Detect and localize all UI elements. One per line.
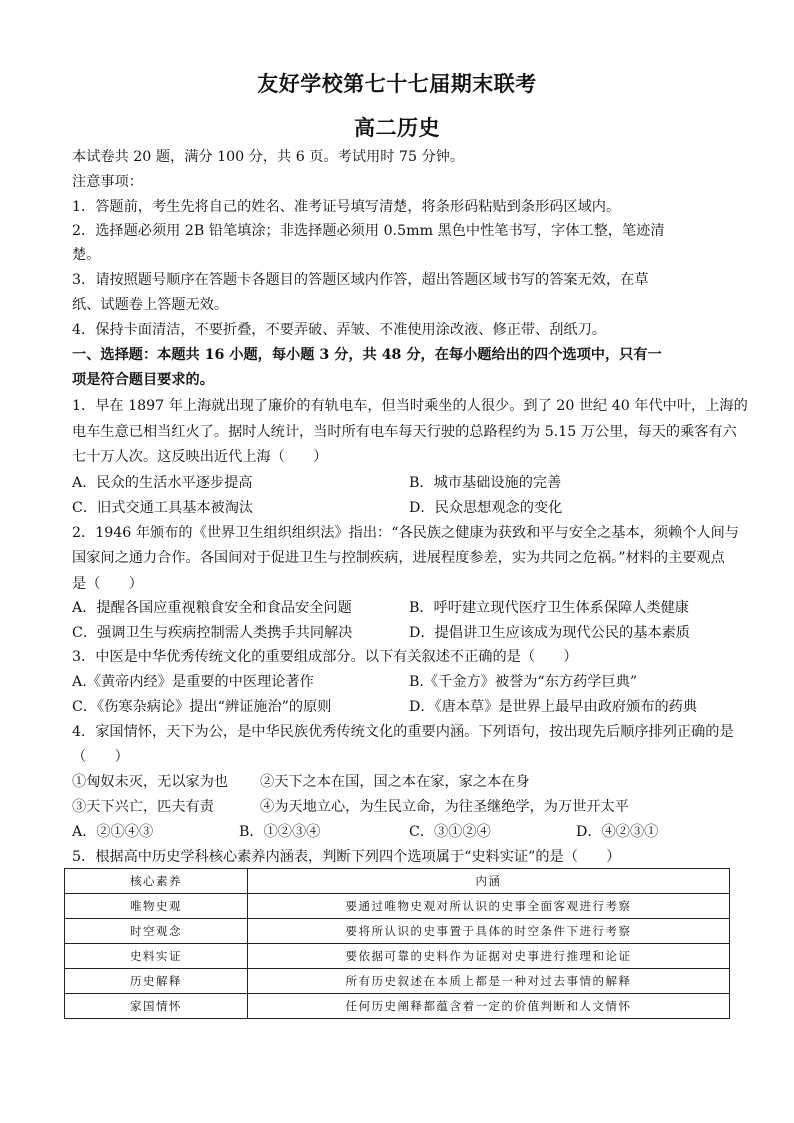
- question-1-stem: 电车生意已相当红火了。据时人统计，当时所有电车每天行驶的总路程约为 5.15 万公里，每天的乘客有六: [72, 424, 737, 440]
- table-cell: 要将所认识的史事置于具体的时空条件下进行考察: [248, 919, 730, 944]
- question-1-option-a: A．民众的生活水平逐步提高: [72, 475, 253, 491]
- section-heading: 一、选择题：本题共 16 小题，每小题 3 分，共 48 分，在每小题给出的四个选项中，只有一: [72, 347, 662, 363]
- question-2-option-c: C．强调卫生与疾病控制需人类携手共同解决: [72, 625, 353, 641]
- table-cell: 史料实证: [65, 944, 248, 969]
- question-2-stem: 国家间之通力合作。各国间对于促进卫生与控制疾病，进展程度参差，实为共同之危祸。”材料的主要观点: [72, 550, 725, 566]
- question-3-option-c: C．《伤寒杂病论》提出“辨证施治”的原则: [72, 699, 332, 715]
- question-2-option-d: D．提倡讲卫生应该成为现代公民的基本素质: [409, 625, 690, 641]
- notice-item: 纸、试题卷上答题无效。: [72, 297, 229, 313]
- question-4-stem: （ ）: [72, 749, 129, 765]
- notice-item: 4．保持卡面清洁，不要折叠，不要弄破、弄皱、不准使用涂改液、修正带、刮纸刀。: [72, 322, 606, 338]
- question-4-quote: ④为天地立心，为生民立命，为往圣继绝学，为万世开太平: [260, 799, 629, 815]
- table-cell: 所有历史叙述在本质上都是一种对过去事情的解释: [248, 969, 730, 994]
- question-2-option-a: A．提醒各国应重视粮食安全和食品安全问题: [72, 600, 352, 616]
- notice-item: 楚。: [72, 247, 101, 263]
- question-1-option-b: B．城市基础设施的完善: [409, 475, 562, 491]
- table-cell: 历史解释: [65, 969, 248, 994]
- question-5-stem: 5．根据高中历史学科核心素养内涵表，判断下列四个选项属于“史料实证”的是（ ）: [72, 849, 621, 865]
- notice-item: 3．请按照题号顺序在答题卡各题目的答题区域内作答，超出答题区域书写的答案无效，在草: [72, 272, 649, 288]
- question-4-option-a: A．②①④③: [72, 824, 154, 840]
- question-4-option-b: B．①②③④: [239, 824, 321, 840]
- notice-item: 2．选择题必须用 2B 铅笔填涂；非选择题必须用 0.5mm 黑色中性笔书写，字体工整，笔迹清: [72, 223, 665, 239]
- table-cell: 时空观念: [65, 919, 248, 944]
- question-1-option-d: D．民众思想观念的变化: [409, 500, 563, 516]
- table-row: [65, 969, 730, 994]
- table-cell: 要依据可靠的史料作为证据对史事进行推理和论证: [248, 944, 730, 969]
- question-3-stem: 3．中医是中华优秀传统文化的重要组成部分。以下有关叙述不正确的是（ ）: [72, 649, 578, 665]
- table-header-cell: 内涵: [248, 869, 730, 894]
- question-4-quote: ②天下之本在国，国之本在家，家之本在身: [260, 774, 530, 790]
- question-2-option-b: B．呼吁建立现代医疗卫生体系保障人类健康: [409, 600, 689, 616]
- question-3-option-b: B.《千金方》被誉为“东方药学巨典”: [409, 674, 638, 690]
- question-4-option-c: C．③①②④: [409, 824, 491, 840]
- question-1-stem: 七十万人次。这反映出近代上海（ ）: [72, 449, 328, 465]
- exam-summary: 本试卷共 20 题，满分 100 分，共 6 页。考试用时 75 分钟。: [72, 149, 465, 165]
- notice-item: 1．答题前，考生先将自己的姓名、准考证号填写清楚，将条形码粘贴到条形码区域内。: [72, 199, 621, 215]
- question-4-option-d: D．④②③①: [576, 824, 659, 840]
- table-row: [65, 919, 730, 944]
- question-4-quote: ③天下兴亡，匹夫有责: [72, 799, 214, 815]
- table-row: [65, 894, 730, 919]
- question-4-quote: ①匈奴未灭，无以家为也: [72, 774, 229, 790]
- table-header-cell: 核心素养: [65, 869, 248, 894]
- table-header-row: [65, 869, 730, 894]
- exam-subject: 高二历史: [354, 115, 440, 140]
- question-3-option-a: A.《黄帝内经》是重要的中医理论著作: [72, 674, 314, 690]
- question-2-stem: 是（ ）: [72, 576, 143, 592]
- question-1-option-c: C．旧式交通工具基本被淘汰: [72, 500, 254, 516]
- exam-title: 友好学校第七十七届期末联考: [257, 71, 537, 96]
- table-row: [65, 944, 730, 969]
- table-cell: 唯物史观: [65, 894, 248, 919]
- core-literacy-table: [64, 868, 730, 1019]
- section-heading: 项是符合题目要求的。: [72, 372, 214, 388]
- table-cell: 家国情怀: [65, 994, 248, 1019]
- notice-title: 注意事项：: [72, 174, 143, 190]
- question-4-stem: 4．家国情怀，天下为公，是中华民族优秀传统文化的重要内涵。下列语句，按出现先后顺序排列正确的是: [72, 724, 734, 740]
- question-1-stem: 1．早在 1897 年上海就出现了廉价的有轨电车，但当时乘坐的人很少。到了 20 世纪 40 年代中叶，上海的: [72, 398, 748, 414]
- table-row: [65, 994, 730, 1019]
- table-cell: 要通过唯物史观对所认识的史事全面客观进行考察: [248, 894, 730, 919]
- question-2-stem: 2．1946 年颁布的《世界卫生组织组织法》指出：“各民族之健康为获致和平与安全之基本，须赖个人间与: [72, 525, 739, 541]
- table-cell: 任何历史阐释都蕴含着一定的价值判断和人文情怀: [248, 994, 730, 1019]
- question-3-option-d: D．《唐本草》是世界上最早由政府颁布的药典: [409, 699, 698, 715]
